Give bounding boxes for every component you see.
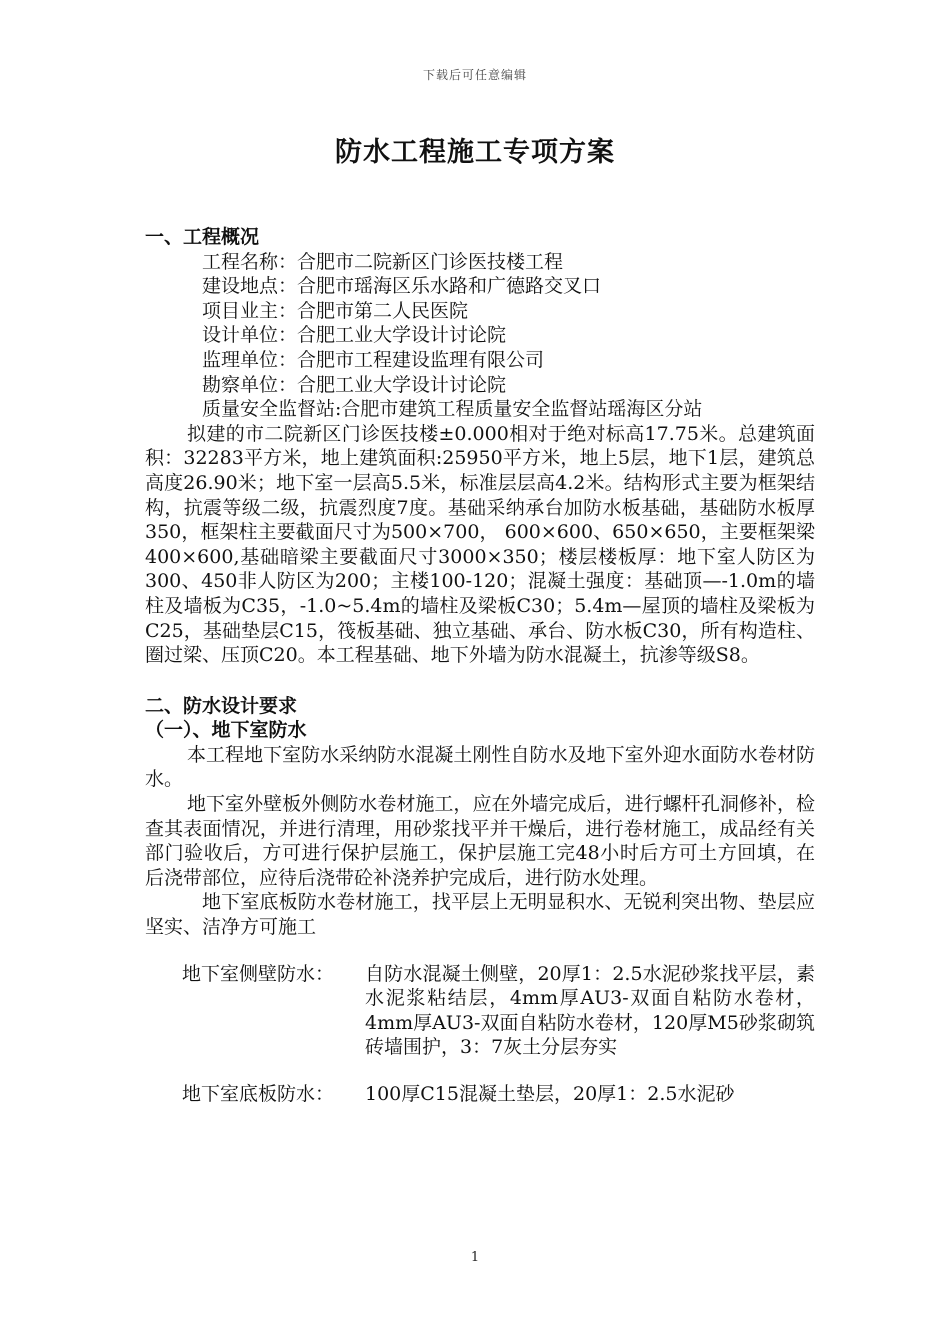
spec-sidewall bbox=[145, 962, 815, 1060]
spec-floor-label: 地下室底板防水： bbox=[182, 1083, 335, 1105]
page-number: 1 bbox=[470, 1250, 480, 1265]
info-supervisor: 监理单位：合肥市工程建设监理有限公司 bbox=[202, 348, 545, 371]
spec-floor bbox=[145, 1082, 815, 1107]
overview-paragraph: 拟建的市二院新区门诊医技楼±0.000相对于绝对标高17.75米。总建筑面积：32283平方米，地上建筑面积:25950平方米，地上5层，地下1层，建筑总高度26.90米；地下室一层高5.5米，标准层层高4.2米。结构形式主要为框架结构，抗震等级二级，抗震烈度7度。基础采纳承台加防水板基础，基础防水板厚350，框架柱主要截面尺寸为500×700， 600×600、650×650，主要框架梁400×600,基础暗梁主要截面尺寸3000×350；楼层楼板厚：地下室人防区为300、450非人防区为200；主楼100-120；混凝土强度：基础顶—-1.0m的墙柱及墙板为C35，-1.0~5.4m的墙柱及梁板C30；5.4m—屋顶的墙柱及梁板为C25，基础垫层C15，筏板基础、独立基础、承台、防水板C30，所有构造柱、圈过梁、压顶C20。本工程基础、地下外墙为防水混凝土，抗渗等级S8。 bbox=[145, 422, 815, 667]
basement-paragraph-1: 本工程地下室防水采纳防水混凝土刚性自防水及地下室外迎水面防水卷材防水。 bbox=[145, 743, 815, 791]
info-owner: 项目业主：合肥市第二人民医院 bbox=[202, 299, 469, 322]
project-info-list bbox=[145, 250, 815, 422]
basement-paragraph-3: 地下室底板防水卷材施工，找平层上无明显积水、无锐利突出物、垫层应坚实、洁净方可施工 bbox=[145, 891, 815, 939]
spec-sidewall-label: 地下室侧壁防水： bbox=[182, 962, 335, 985]
info-project-name: 工程名称：合肥市二院新区门诊医技楼工程 bbox=[202, 250, 564, 273]
section-heading-overview: 一、工程概况 bbox=[145, 226, 260, 248]
info-designer: 设计单位：合肥工业大学设计讨论院 bbox=[202, 324, 507, 347]
info-surveyor: 勘察单位：合肥工业大学设计讨论院 bbox=[202, 373, 507, 396]
document-title: 防水工程施工专项方案 bbox=[335, 137, 615, 168]
subsection-heading-basement: （一）、地下室防水 bbox=[145, 719, 307, 742]
document-body bbox=[145, 225, 815, 1107]
info-safety-station: 质量安全监督站:合肥市建筑工程质量安全监督站瑶海区分站 bbox=[202, 398, 703, 421]
spec-sidewall-value: 自防水混凝土侧壁，20厚1：2.5水泥砂浆找平层，素水泥浆粘结层，4mm厚AU3-双面自粘防水卷材，4mm厚AU3-双面自粘防水卷材，120厚M5砂浆砌筑砖墙围护，3：7灰土分层夯实 bbox=[365, 962, 815, 1059]
info-location: 建设地点：合肥市瑶海区乐水路和广德路交叉口 bbox=[202, 275, 602, 298]
spec-floor-value: 100厚C15混凝土垫层，20厚1：2.5水泥砂 bbox=[365, 1083, 735, 1105]
basement-paragraph-2: 地下室外壁板外侧防水卷材施工，应在外墙完成后，进行螺杆孔洞修补，检查其表面情况，并进行清理，用砂浆找平并干燥后，进行卷材施工，成品经有关部门验收后，方可进行保护层施工，保护层施工完48小时后方可土方回填，在后浇带部位，应待后浇带砼补浇养护完成后，进行防水处理。 bbox=[145, 793, 815, 889]
section-heading-design: 二、防水设计要求 bbox=[145, 694, 298, 717]
header-note: 下载后可任意编辑 bbox=[422, 68, 527, 82]
